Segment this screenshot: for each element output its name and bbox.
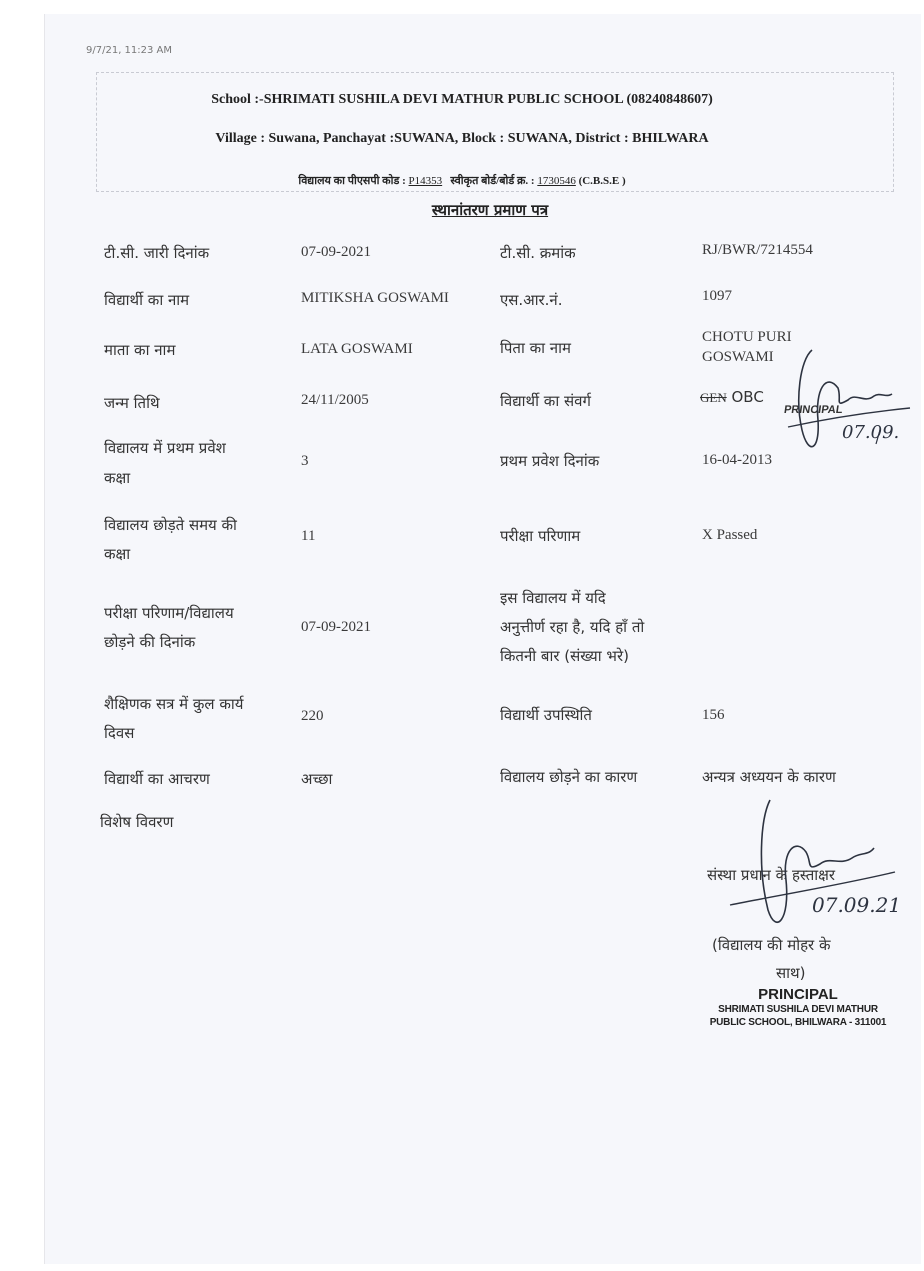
- signature-label: संस्था प्रधान के हस्ताक्षर: [707, 866, 836, 884]
- dob-label: जन्म तिथि: [104, 394, 160, 412]
- dob-value: 24/11/2005: [301, 392, 369, 408]
- handwritten-date-2: 07.09.21: [812, 893, 902, 917]
- first-admission-class-value: 3: [301, 453, 309, 469]
- remarks-label: विशेष विवरण: [100, 813, 174, 831]
- sr-number-label: एस.आर.नं.: [500, 291, 563, 309]
- attendance-value: 156: [702, 707, 725, 723]
- attendance-label: विद्यार्थी उपस्थिति: [500, 706, 592, 724]
- leaving-class-value: 11: [301, 528, 316, 544]
- seal-note-line2: साथ): [776, 964, 806, 982]
- leaving-class-label-line2: कक्षा: [104, 545, 131, 563]
- school-codes: [0, 173, 924, 188]
- mother-name-value: LATA GOSWAMI: [301, 341, 413, 357]
- seal-note-line1: (विद्यालय की मोहर के: [712, 936, 831, 954]
- board-label: स्वीकृत बोर्ड/बोर्ड क्र. :: [450, 175, 535, 187]
- stamp-line1: SHRIMATI SUSHILA DEVI MATHUR: [718, 1004, 878, 1015]
- tc-issue-date-label: टी.सी. जारी दिनांक: [104, 244, 210, 262]
- board-number: 1730546: [537, 175, 576, 187]
- leaving-class-label-line1: विद्यालय छोड़ते समय की: [104, 516, 237, 534]
- print-timestamp: 9/7/21, 11:23 AM: [86, 45, 173, 56]
- leaving-reason-value: अन्यत्र अध्ययन के कारण: [702, 768, 836, 786]
- mother-name-label: माता का नाम: [104, 341, 176, 359]
- first-admission-class-label-line2: कक्षा: [104, 469, 131, 487]
- student-name-value: MITIKSHA GOSWAMI: [301, 290, 449, 306]
- working-days-value: 220: [301, 708, 324, 724]
- school-address: Village : Suwana, Panchayat :SUWANA, Block : SUWANA, District : BHILWARA: [215, 131, 709, 146]
- tc-issue-date-value: 07-09-2021: [301, 244, 371, 260]
- father-name-label: पिता का नाम: [500, 339, 571, 357]
- principal-annotation: PRINCIPAL: [783, 404, 844, 416]
- father-name-value-line1: CHOTU PURI: [702, 329, 792, 345]
- leaving-date-label-line1: परीक्षा परिणाम/विद्यालय: [104, 604, 234, 622]
- category-handwritten-value: OBC: [731, 388, 764, 406]
- working-days-label-line2: दिवस: [104, 724, 135, 742]
- board-name: (C.B.S.E ): [578, 175, 626, 187]
- conduct-label: विद्यार्थी का आचरण: [104, 770, 210, 788]
- failed-count-label-line2: अनुत्तीर्ण रहा है, यदि हाँ तो: [500, 618, 645, 636]
- category-label: विद्यार्थी का संवर्ग: [500, 392, 591, 410]
- psp-code-label: विद्यालय का पीएसपी कोड :: [298, 175, 406, 187]
- principal-stamp: [698, 986, 898, 1029]
- leaving-date-label-line2: छोड़ने की दिनांक: [104, 633, 196, 651]
- tc-number-value: RJ/BWR/7214554: [702, 242, 813, 258]
- stamp-title: PRINCIPAL: [758, 986, 838, 1003]
- first-admission-date-label: प्रथम प्रवेश दिनांक: [500, 452, 600, 470]
- category-struck-value: GEN: [700, 390, 727, 405]
- first-admission-date-value: 16-04-2013: [702, 452, 772, 468]
- school-name: School :-SHRIMATI SUSHILA DEVI MATHUR PUBLIC SCHOOL (08240848607): [211, 92, 713, 107]
- exam-result-value: X Passed: [702, 527, 758, 543]
- father-name-value-line2: GOSWAMI: [702, 349, 774, 365]
- leaving-reason-label: विद्यालय छोड़ने का कारण: [500, 768, 638, 786]
- handwritten-date-1: 07.09.: [842, 422, 900, 443]
- exam-result-label: परीक्षा परिणाम: [500, 527, 581, 545]
- conduct-value: अच्छा: [301, 770, 333, 788]
- category-value: [700, 388, 764, 406]
- failed-count-label-line3: कितनी बार (संख्या भरे): [500, 647, 629, 665]
- working-days-label-line1: शैक्षिणक सत्र में कुल कार्य: [104, 695, 244, 713]
- stamp-line2: PUBLIC SCHOOL, BHILWARA - 311001: [709, 1017, 887, 1028]
- failed-count-label-line1: इस विद्यालय में यदि: [500, 589, 606, 607]
- tc-number-label: टी.सी. क्रमांक: [500, 244, 576, 262]
- leaving-date-value: 07-09-2021: [301, 619, 371, 635]
- document-title: स्थानांतरण प्रमाण पत्र: [431, 201, 549, 219]
- sr-number-value: 1097: [702, 288, 732, 304]
- first-admission-class-label-line1: विद्यालय में प्रथम प्रवेश: [104, 439, 226, 457]
- student-name-label: विद्यार्थी का नाम: [104, 291, 190, 309]
- psp-code: P14353: [408, 175, 443, 187]
